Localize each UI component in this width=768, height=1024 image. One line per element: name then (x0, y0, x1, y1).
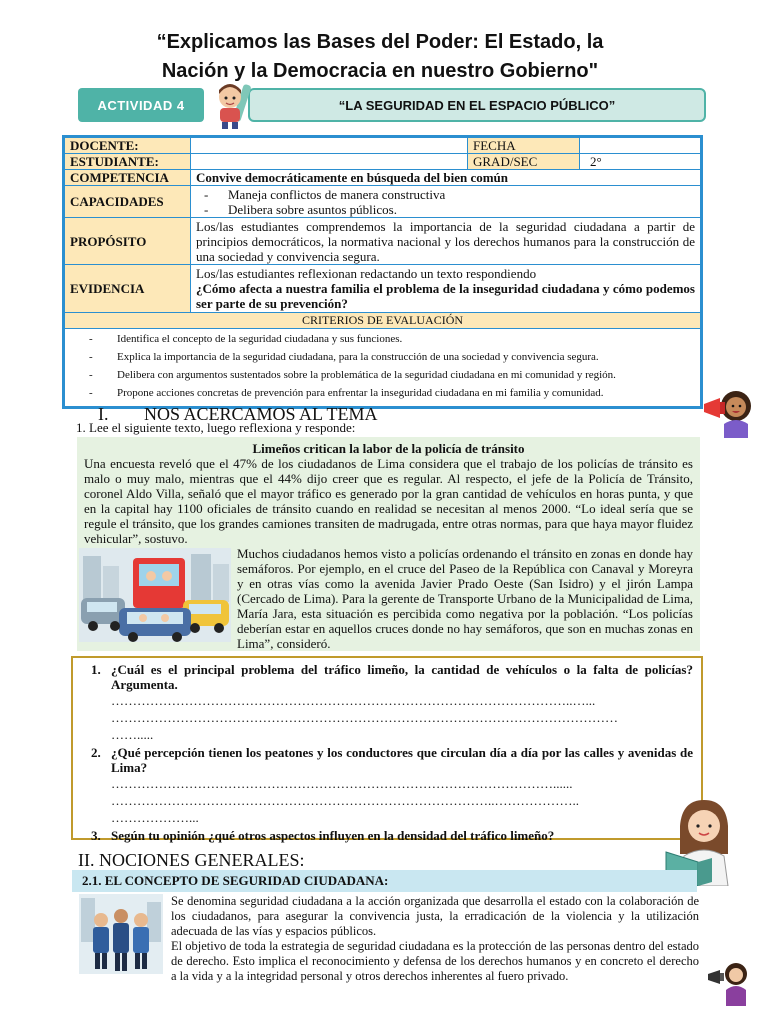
capacidades-label: CAPACIDADES (65, 186, 191, 218)
question-3-text: Según tu opinión ¿qué otros aspectos influyen en la densidad del tráfico limeño? (111, 828, 555, 843)
fecha-field[interactable] (580, 138, 701, 154)
evidencia-cell (191, 265, 701, 313)
girl-megaphone-small-icon (706, 960, 756, 1006)
gradsec-label: GRAD/SEC (468, 154, 580, 170)
capacidades-cell (191, 186, 701, 218)
reading-paragraph-1: Una encuesta reveló que el 47% de los ciudadanos de Lima considera que el trabajo de los policías de tránsito es malo o muy malo, mientras que el 44% dijo creer que es regular. Al respecto, el jefe de la Policía de Tránsito, coronel Aldo Villa, señaló que el mayor tráfico es generado por la gran cantidad de vehículos en horas punta, y que en la capital hay 1100 oficiales de tránsito cuando en realidad se necesitan al menos 2000. “Lo ideal sería que se regule el tránsito, que los grandes camiones transiten de madrugada, entre otras normas, para que haya mayor fluidez vehicular”, sostuvo. (84, 456, 693, 546)
criterio-item: - Propone acciones concretas de prevención para enfrentar la inseguridad ciudadana en mi familia y comunidad. (89, 386, 695, 401)
criterios-header: CRITERIOS DE EVALUACIÓN (65, 313, 701, 329)
criterio-item: - Delibera con argumentos sustentados sobre la problemática de la seguridad ciudadana en mi comunidad y región. (89, 368, 695, 383)
evidencia-intro: Los/las estudiantes reflexionan redactando un texto respondiendo (196, 266, 537, 281)
subsection-2-1-paragraph-1: Se denomina seguridad ciudadana a la acción organizada que desarrolla el estado con la colaboración de los ciudadanos, para asegurar la convivencia justa, la erradicación de la violencia y la utilización adecuada de las vías y espacios públicos. (171, 894, 699, 938)
answer-line[interactable]: ……………………………………………………………………………………………..…... (111, 693, 596, 708)
girl-megaphone-icon (700, 384, 760, 438)
question-1: 1. ¿Cuál es el principal problema del tráfico limeño, la cantidad de vehículos o la falta de policías? Argumenta. (91, 662, 693, 692)
gradsec-field[interactable]: 2° (580, 154, 701, 170)
capacidad-item: - Maneja conflictos de manera constructiva (204, 187, 695, 202)
estudiante-label: ESTUDIANTE: (65, 154, 191, 170)
estudiante-field[interactable] (191, 154, 468, 170)
question-2-text: ¿Qué percepción tienen los peatones y los conductores que circulan día a día por las calles y avenidas de Lima? (111, 745, 693, 775)
subsection-2-1-heading: 2.1. EL CONCEPTO DE SEGURIDAD CIUDADANA: (72, 870, 697, 892)
docente-field[interactable] (191, 138, 468, 154)
answer-line[interactable]: ……………………………………………………………………………………………………… (111, 710, 618, 725)
answer-line[interactable]: …………………………………………………………………………………………...... (111, 776, 573, 791)
question-3: 3. Según tu opinión ¿qué otros aspectos influyen en la densidad del tráfico limeño? (91, 828, 555, 843)
reading-title: Limeños critican la labor de la policía de tránsito (252, 441, 525, 456)
proposito-label: PROPÓSITO (65, 218, 191, 265)
activity-label: ACTIVIDAD 4 (78, 88, 204, 122)
question-2: 2. ¿Qué percepción tienen los peatones y los conductores que circulan día a día por las calles y avenidas de Lima? (91, 745, 693, 775)
police-patrol-illustration (79, 894, 163, 974)
activity-title: “LA SEGURIDAD EN EL ESPACIO PÚBLICO” (248, 88, 706, 122)
docente-label: DOCENTE: (65, 138, 191, 154)
answer-line[interactable]: ………………... (111, 810, 199, 825)
subsection-2-1-paragraph-2: El objetivo de toda la estrategia de seguridad ciudadana es la protección de las personas dentro del estado de derecho. Esto implica el reconocimiento y defensa de los derechos humanos y en concreto el derecho a la vida y a la integridad personal y otros derechos inherentes al fuero privado. (171, 939, 699, 983)
reading-box (77, 437, 700, 651)
competencia-label: COMPETENCIA (65, 170, 191, 186)
criterio-item: - Identifica el concepto de la seguridad ciudadana y sus funciones. (89, 332, 695, 347)
answer-line[interactable]: ……..... (111, 727, 154, 742)
question-1-text: ¿Cuál es el principal problema del tráfico limeño, la cantidad de vehículos o la falta de policías? Argumenta. (111, 662, 693, 692)
competencia-value: Convive democráticamente en búsqueda del bien común (191, 170, 701, 186)
answer-line[interactable]: ……………………………………………………………………………..……………….. (111, 793, 579, 808)
title-line-2: Nación y la Democracia en nuestro Gobierno" (161, 60, 599, 82)
reading-instruction: 1. Lee el siguiente texto, luego reflexiona y responde: (76, 420, 356, 435)
reading-paragraph-2: Muchos ciudadanos hemos visto a policías ordenando el tránsito en zonas en donde hay semáforos. Por ejemplo, en el cruce del Paseo de la República con Canaval y Moreyra y en otras vías como la avenida Javier Prado Oeste (San Isidro) y el jirón Lampa (Cercado de Lima). Para la gerente de Transporte Urbano de la Municipalidad de Lima, María Jara, esta situación es percibida como negativa por la población. “Los policías deberían estar en aquellos cruces donde no hay semáforos, que son en muchas zonas en Lima”, consideró. (237, 546, 693, 651)
fecha-label: FECHA (468, 138, 580, 154)
questions-box (71, 656, 703, 843)
criterio-item: - Explica la importancia de la seguridad ciudadana, para la construcción de una sociedad y convivencia segura. (89, 350, 695, 365)
proposito-value: Los/las estudiantes comprendemos la importancia de la seguridad ciudadana a partir de principios democráticos, la normativa nacional y los derechos humanos para la construcción de una sociedad y convivencia segura. (191, 218, 701, 265)
evidencia-label: EVIDENCIA (65, 265, 191, 313)
title-line-1: “Explicamos las Bases del Poder: El Estado, la (156, 31, 604, 53)
capacidad-item: - Delibera sobre asuntos públicos. (204, 202, 695, 217)
document-title (80, 28, 680, 86)
section-1-title: NOS ACERCAMOS AL TEMA (144, 404, 378, 424)
section-1-number: I. (98, 404, 109, 424)
activity-banner (78, 86, 706, 124)
section-2-heading: II. NOCIONES GENERALES: (78, 850, 305, 870)
info-table (62, 135, 703, 409)
traffic-jam-illustration (79, 548, 231, 642)
student-pencil-icon (208, 80, 260, 130)
subsection-2-1-content (79, 894, 699, 994)
evidencia-question: ¿Cómo afecta a nuestra familia el problema de la inseguridad ciudadana y cómo podemos ser parte de su prevención? (196, 281, 695, 311)
criterios-cell (65, 329, 701, 407)
